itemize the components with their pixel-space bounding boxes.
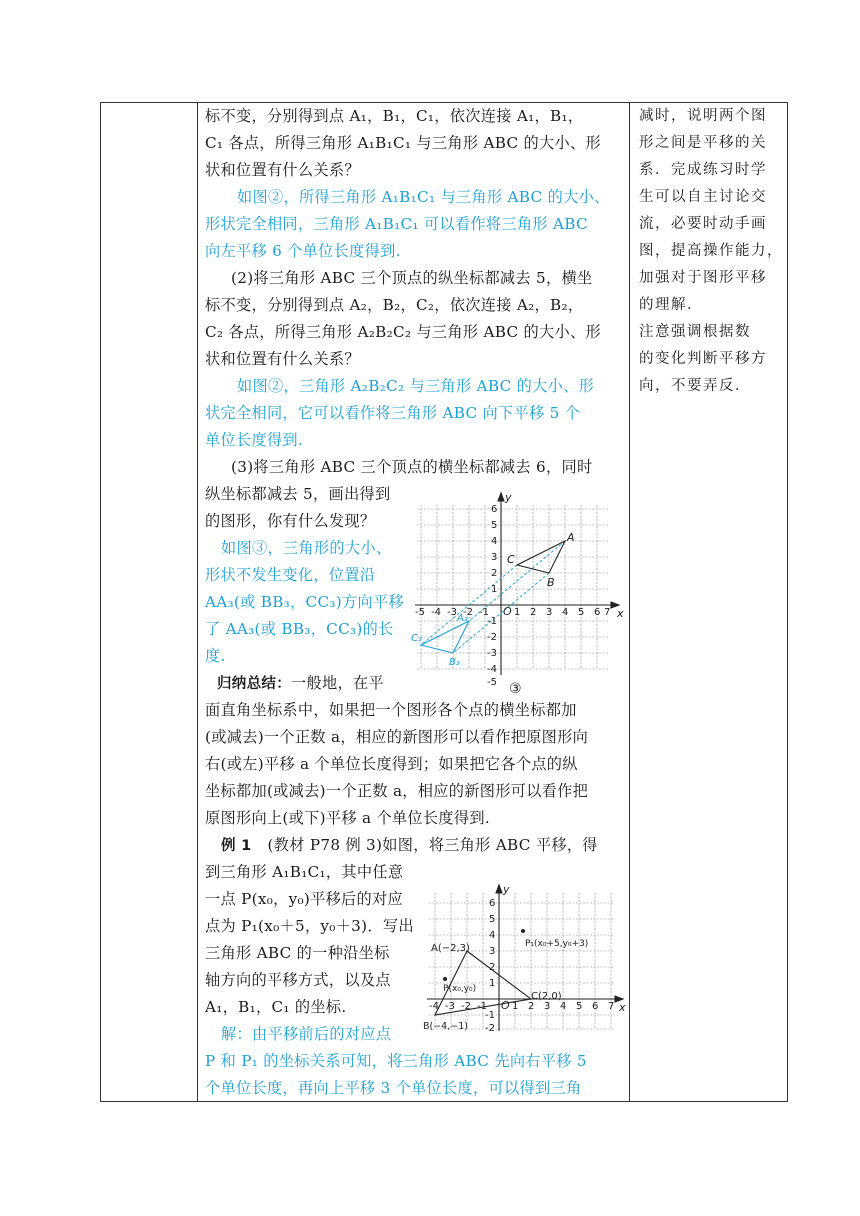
note-line: 系．完成练习时学	[639, 162, 767, 178]
y-tick: -4	[487, 664, 497, 675]
x-axis-label: x	[617, 607, 624, 620]
y-tick: 3	[489, 946, 496, 957]
x-tick: 3	[544, 1001, 551, 1012]
x-tick: 4	[562, 607, 569, 618]
text-line: 标不变，分别得到点 A₂，B₂，C₂，依次连接 A₂，B₂，	[205, 296, 584, 314]
y-tick: 5	[491, 520, 498, 531]
point-label-c: C	[507, 553, 515, 566]
x-tick: -4	[431, 607, 441, 618]
text-line: C₁ 各点，所得三角形 A₁B₁C₁ 与三角形 ABC 的大小、形	[205, 134, 601, 152]
point-p	[443, 977, 447, 981]
example-title: 例 1	[221, 838, 252, 854]
y-tick: 6	[489, 898, 496, 909]
x-tick: 4	[560, 1001, 567, 1012]
example-line: A₁，B₁，C₁ 的坐标.	[205, 998, 347, 1016]
answer-line: 度.	[205, 647, 226, 665]
point-p1	[521, 929, 525, 933]
y-tick: -2	[487, 632, 497, 643]
summary-line: 面直角坐标系中，如果把一个图形各个点的横坐标都加	[205, 701, 577, 719]
x-axis-label: x	[619, 1001, 626, 1014]
example-line: 一点 P(x₀，y₀)平移后的对应	[205, 890, 404, 908]
example-text: (教材 P78 例 3)如图，将三角形 ABC 平移，得	[267, 836, 598, 854]
x-tick: 1	[514, 607, 521, 618]
column-divider-left	[197, 103, 198, 1101]
answer-line: 了 AA₃(或 BB₃，CC₃)的长	[205, 620, 394, 638]
summary-title: 归纳总结：	[217, 676, 291, 692]
y-tick: 6	[491, 504, 498, 515]
example-coordinate-plane	[421, 879, 627, 1033]
content-column	[199, 103, 629, 1103]
answer-line: 状完全相同，它可以看作将三角形 ABC 向下平移 5 个	[205, 404, 581, 422]
note-line: 向，不要弄反．	[639, 378, 751, 394]
text-line: 的图形，你有什么发现？	[205, 512, 376, 530]
y-tick: -5	[487, 677, 497, 688]
answer-line: AA₃(或 BB₃，CC₃)方向平移	[205, 593, 404, 611]
example-line	[221, 834, 598, 857]
solution-line: 解：由平移前后的对应点	[221, 1025, 392, 1043]
text-line: 状和位置有什么关系？	[205, 350, 360, 368]
point-label-a: A(−2,3)	[431, 943, 470, 954]
note-line: 减时，说明两个图	[639, 108, 767, 124]
x-tick: 5	[576, 1001, 583, 1012]
note-line: 的变化判断平移方	[639, 351, 767, 367]
note-line: 形之间是平移的关	[639, 135, 767, 151]
y-tick: -1	[487, 616, 497, 627]
example-line: 轴方向的平移方式，以及点	[205, 971, 391, 989]
x-tick: 7	[604, 607, 611, 618]
origin-label: O	[501, 999, 510, 1012]
answer-line: 形状不发生变化，位置沿	[205, 566, 376, 584]
example-line: 到三角形 A₁B₁C₁，其中任意	[205, 863, 404, 881]
point-label-b: B	[547, 576, 555, 589]
note-line: 流，必要时动手画	[639, 216, 767, 232]
text-line: 标不变，分别得到点 A₁，B₁，C₁，依次连接 A₁，B₁，	[205, 107, 584, 125]
text-line: 状和位置有什么关系？	[205, 161, 360, 179]
y-tick: 1	[491, 584, 498, 595]
y-axis-label: y	[503, 883, 510, 896]
figure-caption: ③	[509, 681, 522, 697]
x-tick: 5	[578, 607, 585, 618]
origin-label: O	[503, 605, 512, 618]
y-axis-label: y	[505, 491, 512, 504]
point-label-c: C(2,0)	[531, 991, 562, 1002]
point-label-b: B(−4,−1)	[423, 1021, 468, 1032]
note-line: 生可以自主讨论交	[639, 189, 767, 205]
text-line: (2)将三角形 ABC 三个顶点的纵坐标都减去 5，横坐	[231, 269, 593, 287]
answer-line: 如图②，三角形 A₂B₂C₂ 与三角形 ABC 的大小、形	[237, 377, 595, 395]
answer-line: 向左平移 6 个单位长度得到.	[205, 242, 401, 260]
figure-3-coordinate-plane	[411, 491, 629, 701]
x-tick: 6	[594, 607, 601, 618]
x-tick: -4	[429, 1001, 439, 1012]
answer-line: 单位长度得到.	[205, 431, 304, 449]
solution-line: 个单位长度，再向上平移 3 个单位长度，可以得到三角	[205, 1079, 582, 1097]
y-tick: 2	[489, 962, 496, 973]
note-line: 的理解．	[639, 297, 703, 313]
y-tick: -1	[485, 1010, 495, 1021]
summary-line: 右(或左)平移 a 个单位长度得到；如果把它各个点的纵	[205, 755, 578, 773]
y-tick: 4	[491, 536, 498, 547]
x-tick: 7	[608, 1001, 615, 1012]
point-label-p1: P₁(x₀+5,y₀+3)	[525, 939, 589, 949]
y-tick: 5	[489, 914, 496, 925]
note-line: 图，提高操作能力，	[639, 243, 783, 259]
text-line: C₂ 各点，所得三角形 A₂B₂C₂ 与三角形 ABC 的大小、形	[205, 323, 601, 341]
answer-line: 形状完全相同，三角形 A₁B₁C₁ 可以看作将三角形 ABC	[205, 215, 588, 233]
x-tick: 2	[530, 607, 537, 618]
x-tick: 1	[512, 1001, 519, 1012]
example-line: 点为 P₁(x₀＋5，y₀＋3)．写出	[205, 917, 414, 935]
x-tick: 6	[592, 1001, 599, 1012]
point-label-a: A	[567, 531, 575, 544]
point-label-p: P(x₀,y₀)	[443, 984, 477, 994]
solution-line: P 和 P₁ 的坐标关系可知，将三角形 ABC 先向右平移 5	[205, 1052, 587, 1070]
answer-line: 如图②，所得三角形 A₁B₁C₁ 与三角形 ABC 的大小、	[237, 188, 610, 206]
notes-column	[631, 103, 789, 1103]
y-tick: 3	[491, 552, 498, 563]
text-line: 纵坐标都减去 5，画出得到	[205, 485, 391, 503]
point-label-a3: A₃	[457, 613, 468, 624]
point-label-b3: B₃	[449, 657, 460, 668]
lesson-table	[100, 102, 788, 1102]
x-tick: -2	[461, 1001, 471, 1012]
x-tick: -3	[445, 1001, 455, 1012]
point-label-c3: C₃	[411, 633, 422, 644]
y-tick: -3	[487, 648, 497, 659]
y-tick: -2	[485, 1023, 495, 1033]
y-tick: 4	[489, 930, 496, 941]
x-tick: -5	[415, 607, 425, 618]
y-tick: 1	[489, 978, 496, 989]
answer-line: 如图③，三角形的大小、	[221, 539, 392, 557]
column-divider-right	[629, 103, 630, 1101]
summary-line: (或减去)一个正数 a，相应的新图形可以看作把原图形向	[205, 728, 589, 746]
example-line: 三角形 ABC 的一种沿坐标	[205, 944, 390, 962]
summary-line	[217, 672, 384, 695]
note-line: 加强对于图形平移	[639, 270, 767, 286]
summary-line: 坐标都加(或减去)一个正数 a，相应的新图形可以看作把	[205, 782, 589, 800]
x-tick: -1	[479, 607, 489, 618]
x-tick: 2	[528, 1001, 535, 1012]
text-line: (3)将三角形 ABC 三个顶点的横坐标都减去 6，同时	[231, 458, 593, 476]
summary-text: 一般地，在平	[291, 674, 384, 692]
summary-line: 原图形向上(或下)平移 a 个单位长度得到.	[205, 809, 490, 827]
y-tick: 2	[491, 568, 498, 579]
x-tick: 3	[546, 607, 553, 618]
x-tick: -3	[447, 607, 457, 618]
note-line: 注意强调根据数	[639, 324, 751, 340]
x-tick: -1	[477, 1001, 487, 1012]
x-tick: -2	[463, 607, 473, 618]
